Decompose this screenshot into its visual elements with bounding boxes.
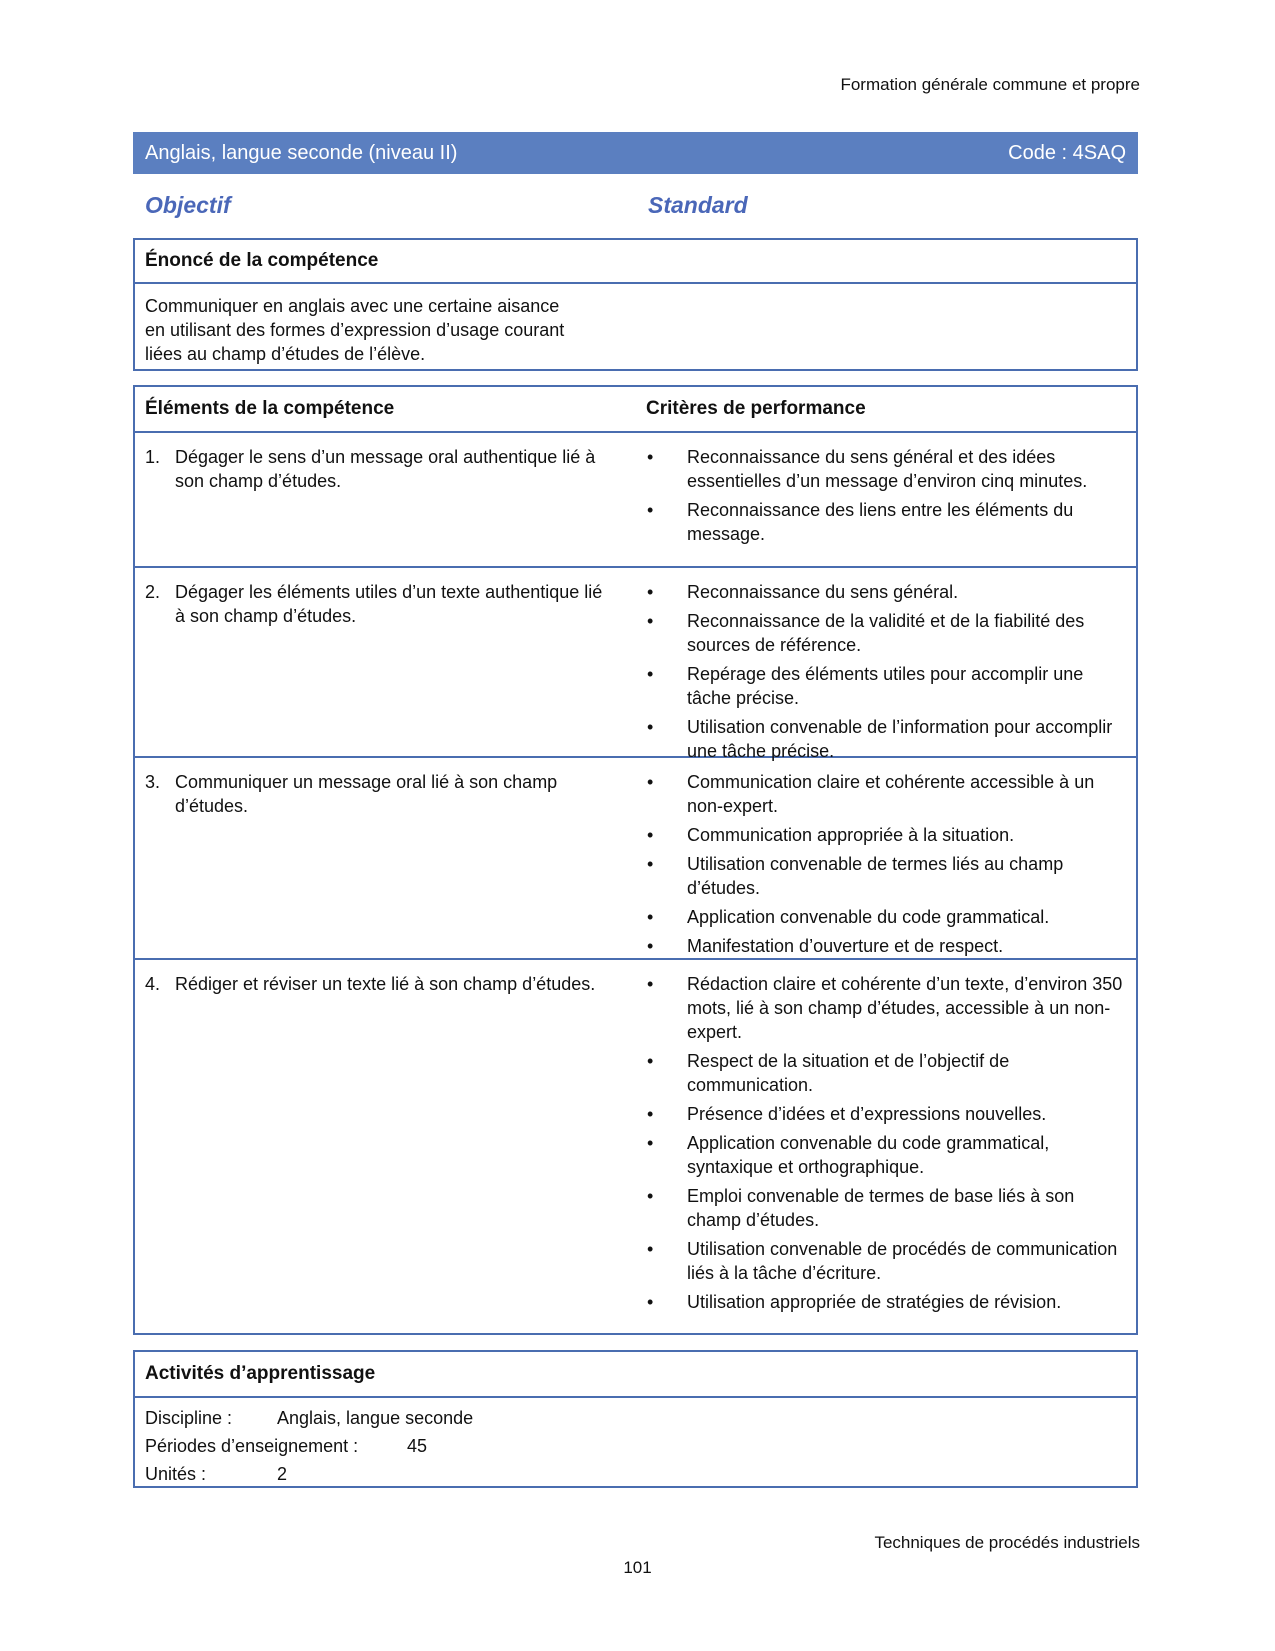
course-title-bar bbox=[133, 132, 1138, 174]
element-text: Dégager les éléments utiles d’un texte authentique lié à son champ d’études. bbox=[175, 582, 603, 626]
bullet-icon: • bbox=[647, 825, 654, 845]
learning-activities-heading: Activités d’apprentissage bbox=[135, 1352, 1136, 1398]
statement-line: Communiquer en anglais avec une certaine aisance bbox=[145, 296, 560, 316]
competence-statement-heading: Énoncé de la compétence bbox=[135, 240, 1136, 284]
element-number: 2. bbox=[145, 582, 161, 602]
units-value: 2 bbox=[277, 1464, 288, 1484]
bullet-icon: • bbox=[647, 1239, 654, 1259]
bullet-icon: • bbox=[647, 854, 654, 874]
periods-line bbox=[145, 1432, 1126, 1460]
criterion-item: • Utilisation convenable de termes liés au champ d’études. bbox=[647, 854, 1064, 898]
criteria-cell bbox=[647, 445, 1126, 551]
criterion-item: • Communication claire et cohérente accessible à un non-expert. bbox=[647, 772, 1095, 816]
element-cell bbox=[145, 770, 615, 818]
criteria-cell bbox=[647, 972, 1126, 1319]
element-number: 3. bbox=[145, 772, 161, 792]
table-header bbox=[135, 387, 1136, 433]
bullet-icon: • bbox=[647, 664, 654, 684]
course-code: Code : 4SAQ bbox=[1008, 141, 1126, 164]
table-row bbox=[135, 568, 1136, 761]
table-row bbox=[135, 433, 1136, 568]
table-row bbox=[135, 960, 1136, 1330]
learning-activities-box bbox=[133, 1350, 1138, 1488]
element-cell bbox=[145, 445, 615, 493]
element-text: Dégager le sens d’un message oral authentique lié à son champ d’études. bbox=[175, 447, 596, 491]
element-number: 1. bbox=[145, 447, 161, 467]
course-title: Anglais, langue seconde (niveau II) bbox=[145, 141, 458, 164]
criteria-cell bbox=[647, 770, 1126, 963]
criterion-item: • Repérage des éléments utiles pour accomplir une tâche précise. bbox=[647, 664, 1084, 708]
criterion-item: • Application convenable du code grammatical. bbox=[647, 907, 1050, 927]
criterion-item: • Application convenable du code grammatical, syntaxique et orthographique. bbox=[647, 1133, 1050, 1177]
elements-criteria-table bbox=[133, 385, 1138, 1335]
page-number: 101 bbox=[623, 1558, 652, 1577]
bullet-icon: • bbox=[647, 1104, 654, 1124]
discipline-line bbox=[145, 1404, 1126, 1432]
statement-line: liées au champ d’études de l’élève. bbox=[145, 344, 426, 364]
running-header: Formation générale commune et propre bbox=[840, 75, 1140, 94]
element-text: Rédiger et réviser un texte lié à son champ d’études. bbox=[175, 974, 596, 994]
table-row bbox=[135, 758, 1136, 960]
criterion-item: • Utilisation convenable de l’information pour accomplir une tâche précise. bbox=[647, 717, 1113, 761]
learning-activities-body bbox=[135, 1398, 1136, 1488]
periods-value: 45 bbox=[407, 1436, 428, 1456]
element-number: 4. bbox=[145, 974, 161, 994]
bullet-icon: • bbox=[647, 974, 654, 994]
discipline-label: Discipline : bbox=[145, 1408, 233, 1428]
bullet-icon: • bbox=[647, 1292, 654, 1312]
criterion-item: • Reconnaissance du sens général et des idées essentielles d’un message d’environ cinq minutes. bbox=[647, 447, 1088, 491]
criterion-item: • Emploi convenable de termes de base liés à son champ d’études. bbox=[647, 1186, 1075, 1230]
criterion-item: • Respect de la situation et de l’objectif de communication. bbox=[647, 1051, 1010, 1095]
units-line bbox=[145, 1460, 1126, 1488]
bullet-icon: • bbox=[647, 1051, 654, 1071]
criteria-cell bbox=[647, 580, 1126, 768]
discipline-value: Anglais, langue seconde bbox=[277, 1408, 474, 1428]
criterion-item: • Reconnaissance du sens général. bbox=[647, 582, 959, 602]
element-text: Communiquer un message oral lié à son champ d’études. bbox=[175, 772, 558, 816]
criterion-item: • Utilisation convenable de procédés de communication liés à la tâche d’écriture. bbox=[647, 1239, 1118, 1283]
bullet-icon: • bbox=[647, 582, 654, 602]
competence-statement-body bbox=[135, 284, 1136, 366]
element-cell bbox=[145, 580, 615, 628]
criterion-item: • Reconnaissance des liens entre les éléments du message. bbox=[647, 500, 1074, 544]
bullet-icon: • bbox=[647, 772, 654, 792]
bullet-icon: • bbox=[647, 907, 654, 927]
objective-label: Objectif bbox=[145, 192, 231, 218]
bullet-icon: • bbox=[647, 1133, 654, 1153]
competence-statement-box bbox=[133, 238, 1138, 371]
bullet-icon: • bbox=[647, 936, 654, 956]
periods-label: Périodes d’enseignement : bbox=[145, 1436, 359, 1456]
objective-standard-line bbox=[145, 192, 762, 219]
units-label: Unités : bbox=[145, 1464, 207, 1484]
criterion-item: • Communication appropriée à la situation. bbox=[647, 825, 1015, 845]
statement-line: en utilisant des formes d’expression d’usage courant bbox=[145, 320, 565, 340]
bullet-icon: • bbox=[647, 717, 654, 737]
criterion-item: • Manifestation d’ouverture et de respect. bbox=[647, 936, 1004, 956]
criterion-item: • Rédaction claire et cohérente d’un texte, d’environ 350 mots, lié à son champ d’études, accessible à un non-expert. bbox=[647, 974, 1123, 1042]
bullet-icon: • bbox=[647, 611, 654, 631]
bullet-icon: • bbox=[647, 1186, 654, 1206]
criterion-item: • Reconnaissance de la validité et de la fiabilité des sources de référence. bbox=[647, 611, 1085, 655]
elements-heading: Éléments de la compétence bbox=[145, 398, 395, 419]
element-cell bbox=[145, 972, 615, 996]
criterion-item: • Utilisation appropriée de stratégies de révision. bbox=[647, 1292, 1062, 1312]
criteria-heading: Critères de performance bbox=[646, 398, 866, 419]
criterion-item: • Présence d’idées et d’expressions nouvelles. bbox=[647, 1104, 1047, 1124]
program-footer: Techniques de procédés industriels bbox=[874, 1533, 1140, 1552]
bullet-icon: • bbox=[647, 447, 654, 467]
standard-label: Standard bbox=[648, 192, 748, 218]
bullet-icon: • bbox=[647, 500, 654, 520]
